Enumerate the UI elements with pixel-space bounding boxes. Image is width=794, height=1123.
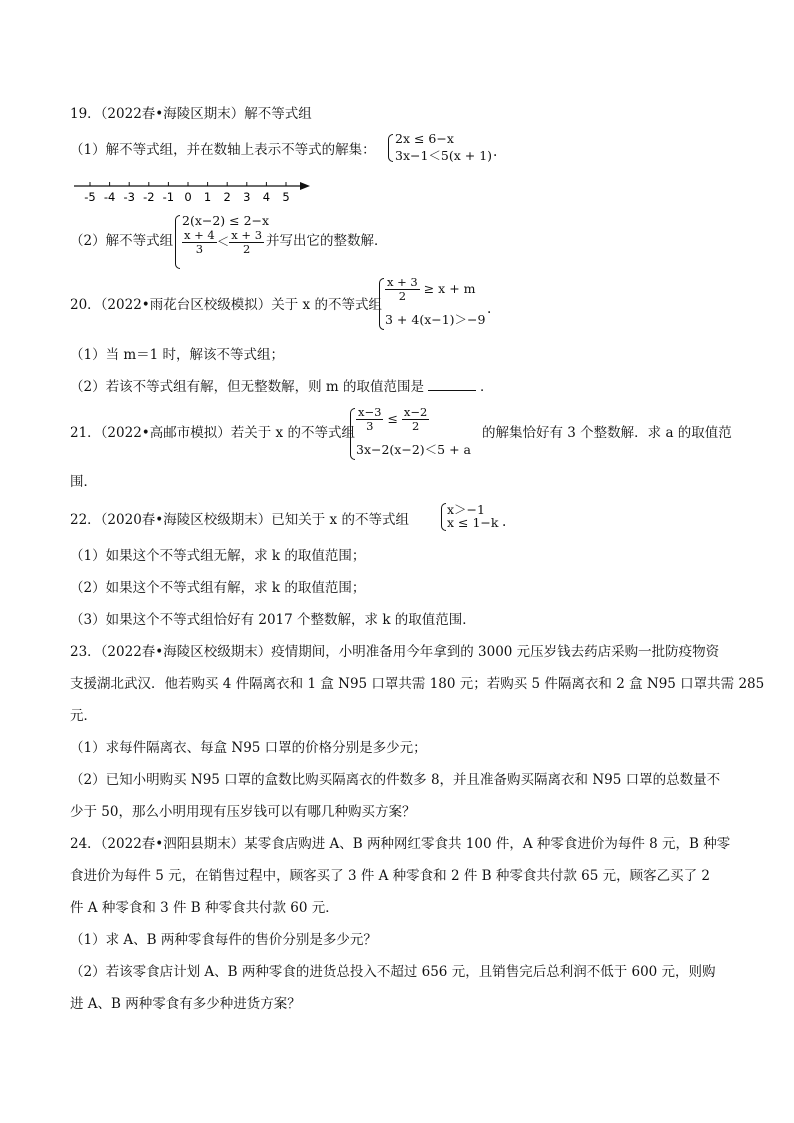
q22-part1: （1）如果这个不等式组无解，求 k 的取值范围； <box>70 548 366 564</box>
q21-fraction-2: $\frac{x-2}{2}$ <box>403 405 428 433</box>
less-than-sign: ＜ <box>216 234 230 249</box>
q23-line-2: 支援湖北武汉．他若购买 4 件隔离衣和 1 盒 N95 口罩共需 180 元；若购买 5 件隔离衣和 2 盒 N95 口罩共需 285 <box>70 676 765 692</box>
q21-brace <box>350 408 355 460</box>
q19-part2-pre: （2）解不等式组 <box>70 233 174 249</box>
q19-part2-post: 并写出它的整数解． <box>266 233 388 249</box>
q24-line-2: 食进价为每件 5 元，在销售过程中，顾客买了 3 件 A 种零食和 2 件 B 种零食共付款 65 元，顾客乙买了 2 <box>70 868 710 884</box>
q19-part1-ineq-a: 2x ≤ 6−x <box>395 131 454 146</box>
q24-part1: （1）求 A、B 两种零食每件的售价分别是多少元？ <box>70 932 377 948</box>
q19-part1-text: （1）解不等式组，并在数轴上表示不等式的解集： <box>70 142 376 158</box>
q22-period: . <box>502 514 507 530</box>
number-line-label: -3 <box>123 190 135 204</box>
q19-part1-ineq-b: 3x−1＜5(x + 1) <box>395 148 493 163</box>
q19-part1-period: . <box>493 144 498 160</box>
number-line-ticks <box>84 182 289 204</box>
answer-blank <box>428 378 476 391</box>
q19-part2-fraction-2: $\frac{x + 3}{2}$ <box>231 228 263 256</box>
q22-part2: （2）如果这个不等式组有解，求 k 的取值范围； <box>70 580 366 596</box>
q19-heading: 19．（2022春•海陵区期末）解不等式组 <box>70 106 312 122</box>
number-line-label: 3 <box>243 190 251 204</box>
q21-fraction-1: $\frac{x-3}{3}$ <box>358 405 382 433</box>
q24-line-1: 24．（2022春•泗阳县期末）某零食店购进 A、B 两种网红零食共 100 件，A 种零食进价为每件 8 元，B 种零 <box>70 836 731 852</box>
q24-line-3: 件 A 种零食和 3 件 B 种零食共付款 60 元． <box>70 900 339 916</box>
number-line-label: 5 <box>282 190 290 204</box>
number-line-label: -4 <box>103 190 116 204</box>
q19-part2-brace <box>175 215 180 269</box>
number-line-label: 0 <box>184 190 192 204</box>
q19-part2-fraction-1: $\frac{x + 4}{3}$ <box>184 228 215 256</box>
q20-ineq-a: $\frac{x + 3}{2}$ ≥ x + m <box>387 275 476 303</box>
q23-line-3: 元． <box>70 708 97 724</box>
q20-fraction: $\frac{x + 3}{2}$ <box>387 275 418 303</box>
q22-ineq-b: x ≤ 1−k <box>447 515 499 530</box>
q21-tail-2: 围． <box>70 474 97 490</box>
q22-part3: （3）如果这个不等式组恰好有 2017 个整数解，求 k 的取值范围． <box>70 612 476 628</box>
q19-part2-ineq-a: 2(x−2) ≤ 2−x <box>182 213 270 228</box>
q20-ineq-b: 3 + 4(x−1)＞−9 <box>385 312 486 327</box>
q20-period: . <box>487 301 492 317</box>
q23-part2-line-2: 少于 50，那么小明用现有压岁钱可以有哪几种购买方案？ <box>70 804 416 820</box>
q19-part2-ineq-b <box>182 229 264 256</box>
q23-part2-line-1: （2）已知小明购买 N95 口罩的盒数比购买隔离衣的件数多 8，并且准备购买隔离衣和 N95 口罩的总数量不 <box>70 772 721 788</box>
number-line-label: -1 <box>162 190 175 204</box>
q20-heading: 20．（2022•雨花台区校级模拟）关于 x 的不等式组 <box>70 297 382 313</box>
q24-part2-line-2: 进 A、B 两种零食有多少种进货方案？ <box>70 996 301 1012</box>
number-line-label: 1 <box>203 190 212 204</box>
number-line-label: 4 <box>262 190 271 204</box>
q21-heading: 21．（2022•高邮市模拟）若关于 x 的不等式组 <box>70 425 355 441</box>
q22-heading: 22．（2020春•海陵区校级期末）已知关于 x 的不等式组 <box>70 512 409 528</box>
q22-ineq-a: x＞−1 <box>447 502 485 517</box>
q19-part1-brace <box>388 134 393 162</box>
number-line-label: -2 <box>143 190 155 204</box>
q21-ineq-a: $\frac{x-3}{3}$ ≤ $\frac{x-2}{2}$ <box>358 405 428 433</box>
q20-part2: （2）若该不等式组有解，但无整数解，则 m 的取值范围是 ． <box>70 379 494 395</box>
q24-part2-line-1: （2）若该零食店计划 A、B 两种零食的进货总投入不超过 656 元，且销售完后总利润不低于 600 元，则购 <box>70 964 716 980</box>
q20-brace <box>379 278 384 330</box>
number-line <box>70 176 320 206</box>
number-line-label: 2 <box>223 190 231 204</box>
number-line-label: -5 <box>84 190 96 204</box>
q21-tail: 的解集恰好有 3 个整数解．求 a 的取值范 <box>482 425 732 441</box>
q21-ineq-b: 3x−2(x−2)＜5 + a <box>356 442 471 457</box>
q20-part1: （1）当 m＝1 时，解该不等式组； <box>70 347 285 363</box>
number-line-arrow <box>300 182 310 190</box>
q23-line-1: 23．（2022春•海陵区校级期末）疫情期间，小明准备用今年拿到的 3000 元压岁钱去药店采购一批防疫物资 <box>70 644 720 660</box>
q22-brace <box>441 503 446 531</box>
q23-part1: （1）求每件隔离衣、每盒 N95 口罩的价格分别是多少元； <box>70 740 427 756</box>
